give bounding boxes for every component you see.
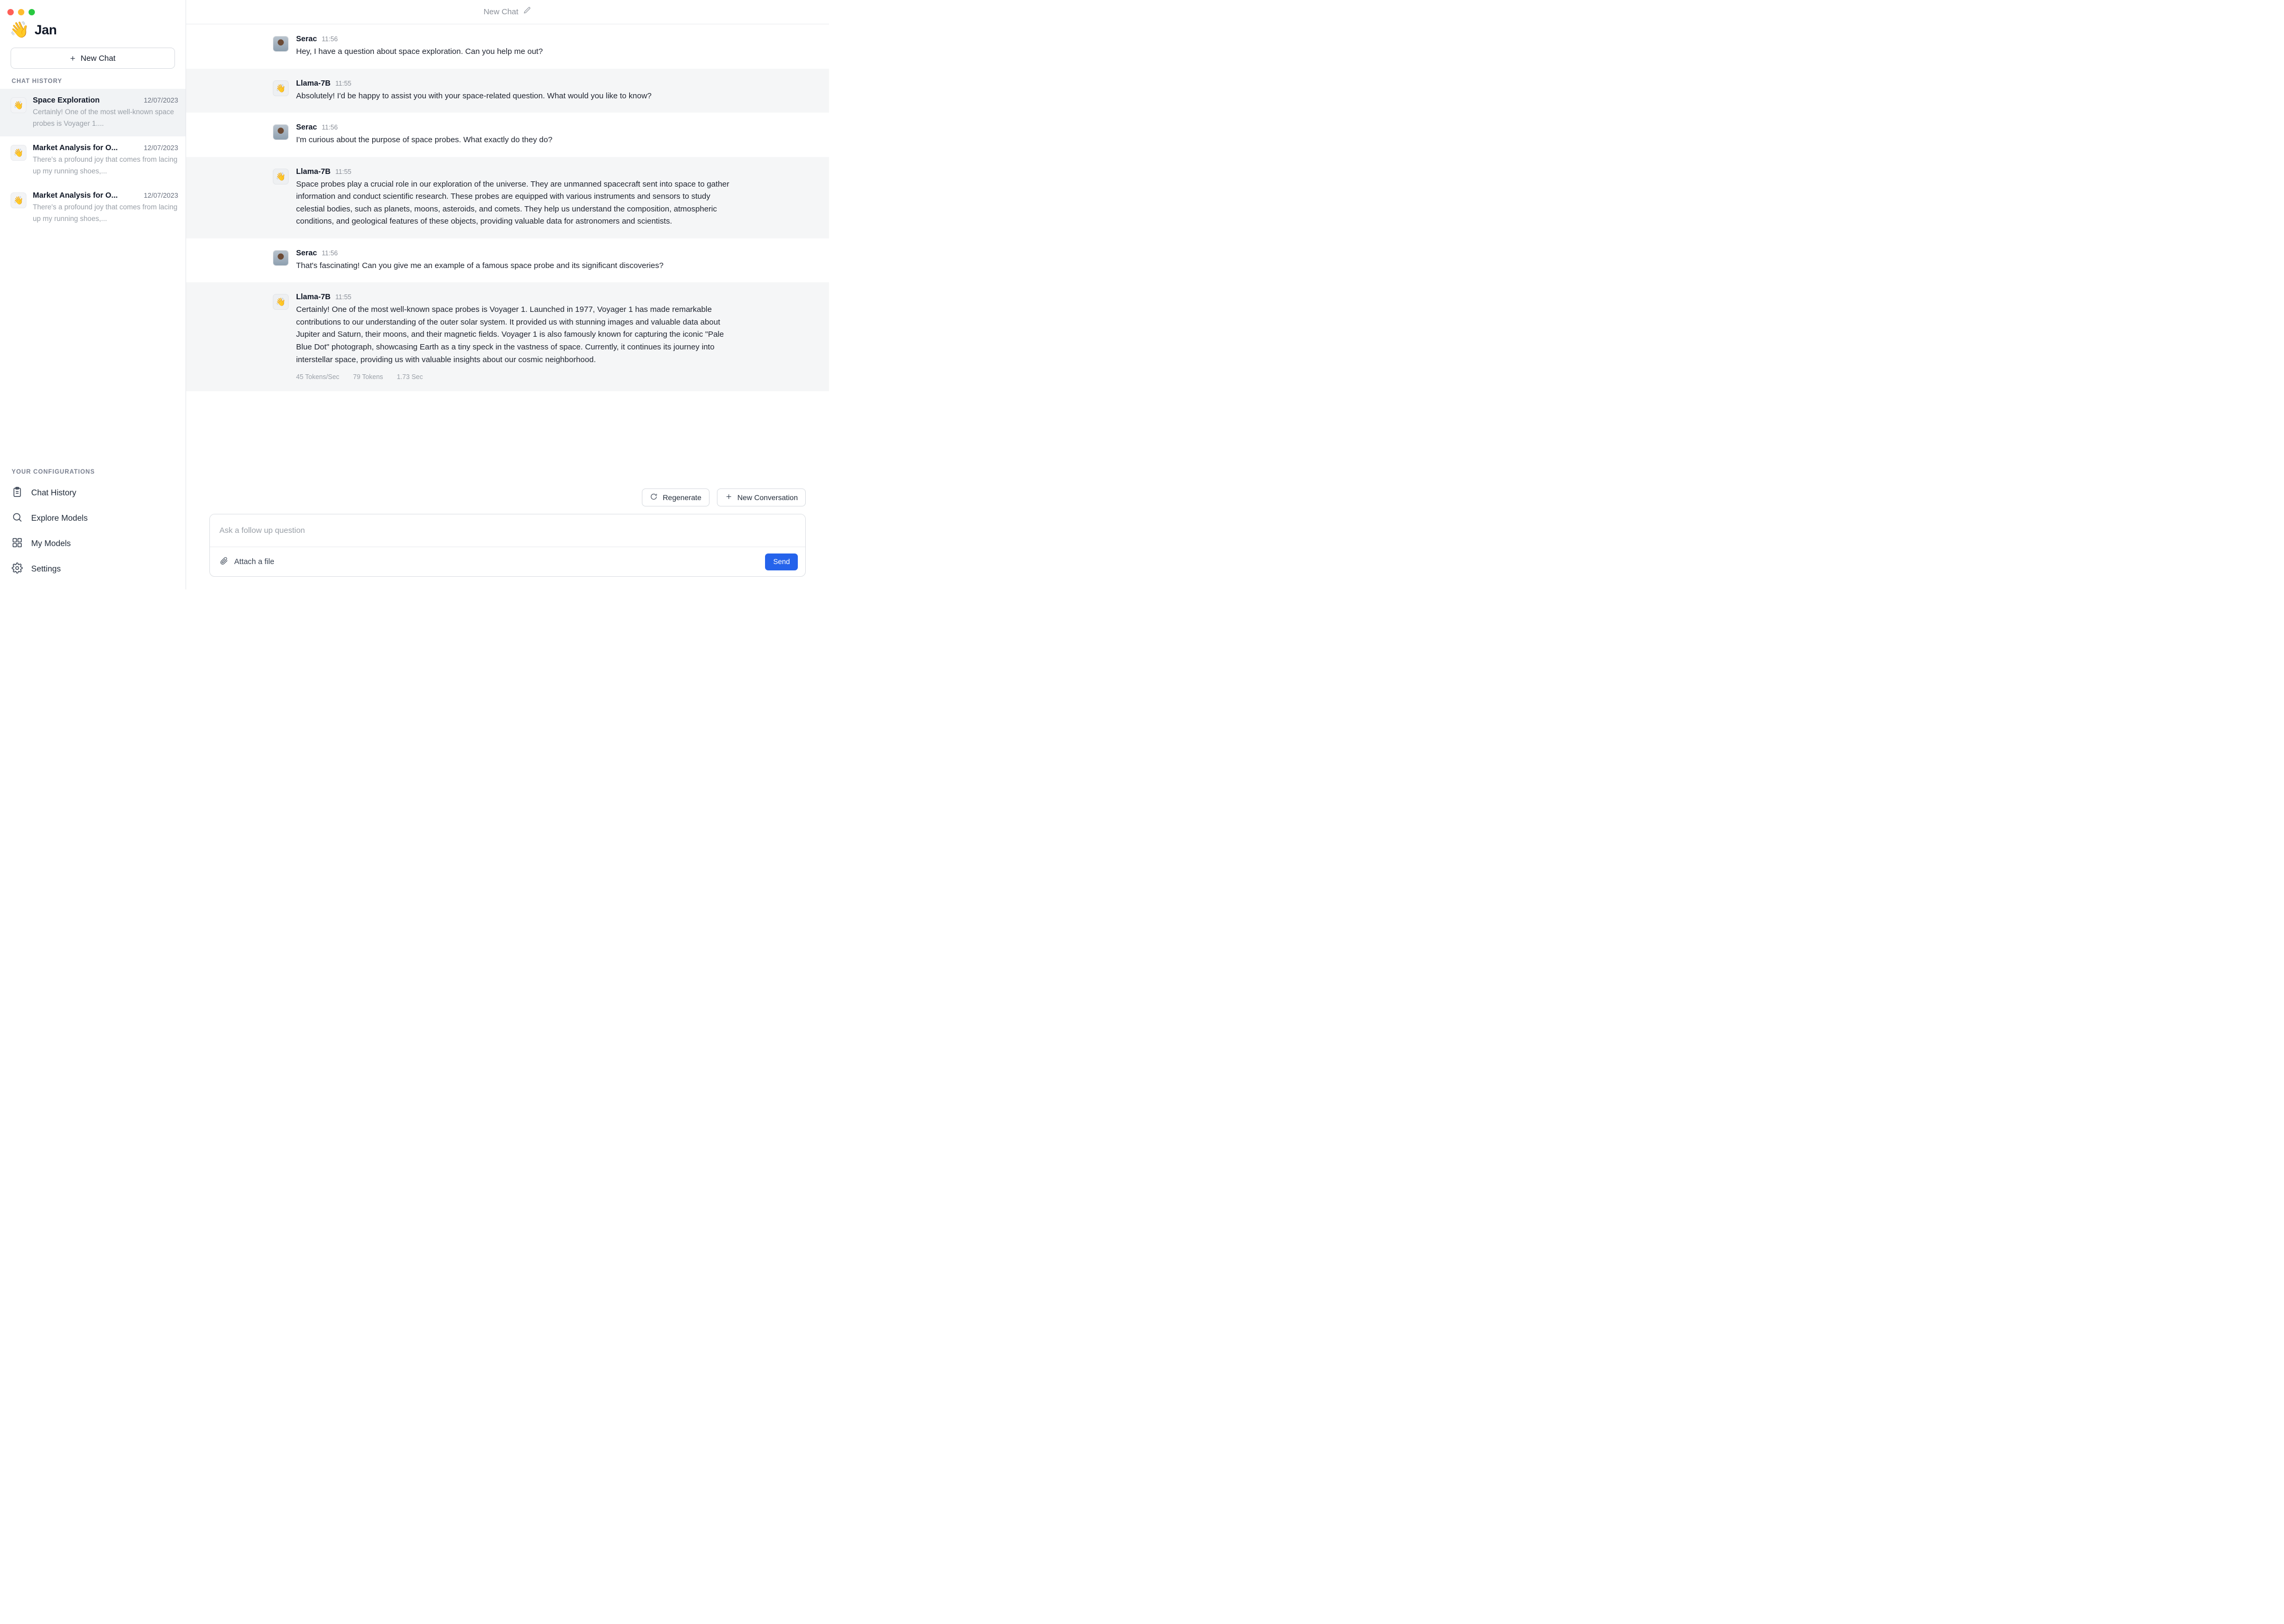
history-item-date: 12/07/2023 bbox=[143, 191, 178, 200]
message-row bbox=[186, 282, 829, 391]
maximize-window-button[interactable] bbox=[29, 9, 35, 15]
message-author: Llama-7B bbox=[296, 79, 331, 88]
app-title: Jan bbox=[34, 22, 57, 38]
history-item-title: Space Exploration bbox=[33, 96, 100, 105]
history-item[interactable] bbox=[0, 89, 186, 136]
message-text: Hey, I have a question about space exploration. Can you help me out? bbox=[296, 47, 543, 56]
history-item-date: 12/07/2023 bbox=[143, 96, 178, 104]
main-panel bbox=[186, 0, 829, 589]
model-avatar-icon: 👋 bbox=[11, 192, 26, 208]
message-author: Llama-7B bbox=[296, 293, 331, 302]
chat-history-list bbox=[0, 89, 186, 232]
message-time: 11:56 bbox=[321, 35, 338, 43]
message-row bbox=[186, 157, 829, 238]
sidebar bbox=[0, 0, 186, 589]
message-author: Serac bbox=[296, 248, 317, 257]
composer-toolbar bbox=[210, 547, 805, 576]
avatar: 👋 bbox=[273, 294, 289, 310]
new-conversation-button[interactable] bbox=[717, 488, 806, 506]
avatar bbox=[273, 36, 289, 52]
history-item-header bbox=[33, 191, 178, 200]
composer bbox=[209, 514, 806, 577]
message-time: 11:55 bbox=[335, 79, 352, 87]
wave-icon: 👋 bbox=[10, 21, 30, 39]
message-time: 11:56 bbox=[321, 124, 338, 132]
message-time: 11:55 bbox=[335, 293, 352, 301]
sidebar-item-settings[interactable] bbox=[0, 557, 186, 582]
message-time: 11:55 bbox=[335, 168, 352, 176]
chat-history-heading: CHAT HISTORY bbox=[12, 78, 62, 85]
new-conversation-label: New Conversation bbox=[737, 493, 798, 502]
model-avatar-icon: 👋 bbox=[11, 97, 26, 113]
plus-icon: + bbox=[70, 53, 76, 63]
regenerate-label: Regenerate bbox=[662, 493, 702, 502]
model-avatar-icon: 👋 bbox=[11, 145, 26, 161]
refresh-icon bbox=[650, 493, 658, 502]
chat-topbar bbox=[186, 0, 829, 24]
avatar bbox=[273, 124, 289, 140]
composer-actions bbox=[209, 488, 806, 506]
message-author: Llama-7B bbox=[296, 167, 331, 176]
sidebar-item-label: Settings bbox=[31, 565, 61, 574]
message-text: I'm curious about the purpose of space probes. What exactly do they do? bbox=[296, 135, 552, 145]
message-author: Serac bbox=[296, 35, 317, 43]
message-time: 11:56 bbox=[321, 249, 338, 257]
sidebar-item-my-models[interactable] bbox=[0, 531, 186, 557]
history-item[interactable] bbox=[0, 136, 186, 184]
minimize-window-button[interactable] bbox=[18, 9, 24, 15]
composer-area bbox=[186, 488, 829, 589]
window-controls bbox=[0, 0, 186, 17]
history-item-date: 12/07/2023 bbox=[143, 144, 178, 152]
send-button[interactable]: Send bbox=[765, 553, 798, 570]
history-item-header bbox=[33, 144, 178, 152]
message-row bbox=[186, 24, 829, 69]
history-item-title: Market Analysis for O... bbox=[33, 191, 118, 200]
history-item-body bbox=[33, 144, 178, 177]
sidebar-item-label: My Models bbox=[31, 539, 71, 548]
app-brand bbox=[0, 17, 186, 45]
paperclip-icon bbox=[219, 556, 228, 567]
message-text: Space probes play a crucial role in our exploration of the universe. They are unmanned spacecraft sent into space to gather information and conduct scientific research. These probes are equipped with various instruments and sensors to study celestial bodies, such as planets, moons, asteroids, and comets. They help us understand the composition, atmospheric conditions, and geological features of these objects, providing valuable data for astronomers and scientists. bbox=[296, 179, 730, 226]
new-chat-label: New Chat bbox=[80, 53, 116, 63]
message-row bbox=[186, 69, 829, 113]
message-text: Certainly! One of the most well-known space probes is Voyager 1. Launched in 1977, Voyager 1 has made remarkable contributions to our understanding of the outer solar system. It provided us with stunning images and valuable data about Jupiter and Saturn, their moons, and their magnetic fields. Voyager 1 is also famously known for capturing the iconic "Pale Blue Dot" photograph, showcasing Earth as a tiny speck in the vastness of space. Currently, it continues its journey into interstellar space, providing us with valuable insights about our cosmic neighborhood. bbox=[296, 305, 724, 364]
attach-file-button[interactable] bbox=[219, 556, 274, 567]
search-icon bbox=[12, 512, 23, 525]
message-text: Absolutely! I'd be happy to assist you with your space-related question. What would you like to know? bbox=[296, 91, 652, 100]
grid-icon bbox=[12, 537, 23, 551]
token-count: 79 Tokens bbox=[353, 373, 383, 381]
history-item-snippet: Certainly! One of the most well-known space probes is Voyager 1.... bbox=[33, 108, 174, 127]
history-item-snippet: There's a profound joy that comes from lacing up my running shoes,... bbox=[33, 203, 178, 223]
sidebar-item-label: Explore Models bbox=[31, 514, 88, 523]
sidebar-footer bbox=[0, 469, 186, 589]
plus-icon bbox=[725, 493, 733, 502]
chat-title: New Chat bbox=[483, 7, 519, 16]
message-stats bbox=[296, 373, 739, 381]
message-input[interactable] bbox=[210, 514, 805, 547]
message-text: That's fascinating! Can you give me an example of a famous space probe and its significant discoveries? bbox=[296, 261, 664, 270]
close-window-button[interactable] bbox=[7, 9, 14, 15]
message-row bbox=[186, 113, 829, 157]
avatar: 👋 bbox=[273, 80, 289, 96]
history-item-title: Market Analysis for O... bbox=[33, 144, 118, 153]
gear-icon bbox=[12, 562, 23, 576]
message-author: Serac bbox=[296, 123, 317, 132]
tokens-per-second: 45 Tokens/Sec bbox=[296, 373, 339, 381]
clipboard-icon bbox=[12, 486, 23, 500]
configurations-heading: YOUR CONFIGURATIONS bbox=[12, 469, 95, 475]
pencil-icon[interactable] bbox=[523, 6, 531, 17]
history-item-body bbox=[33, 191, 178, 224]
message-row bbox=[186, 238, 829, 283]
duration: 1.73 Sec bbox=[397, 373, 423, 381]
history-item[interactable] bbox=[0, 184, 186, 232]
new-chat-button[interactable] bbox=[11, 48, 175, 69]
history-item-body bbox=[33, 96, 178, 129]
attach-file-label: Attach a file bbox=[234, 557, 274, 566]
history-item-snippet: There's a profound joy that comes from lacing up my running shoes,... bbox=[33, 155, 178, 175]
sidebar-item-chat-history[interactable] bbox=[0, 481, 186, 506]
sidebar-item-explore-models[interactable] bbox=[0, 506, 186, 531]
sidebar-item-label: Chat History bbox=[31, 488, 77, 497]
history-item-header bbox=[33, 96, 178, 105]
avatar: 👋 bbox=[273, 169, 289, 184]
avatar bbox=[273, 250, 289, 266]
app-window bbox=[0, 0, 829, 589]
regenerate-button[interactable] bbox=[642, 488, 709, 506]
message-thread bbox=[186, 24, 829, 488]
